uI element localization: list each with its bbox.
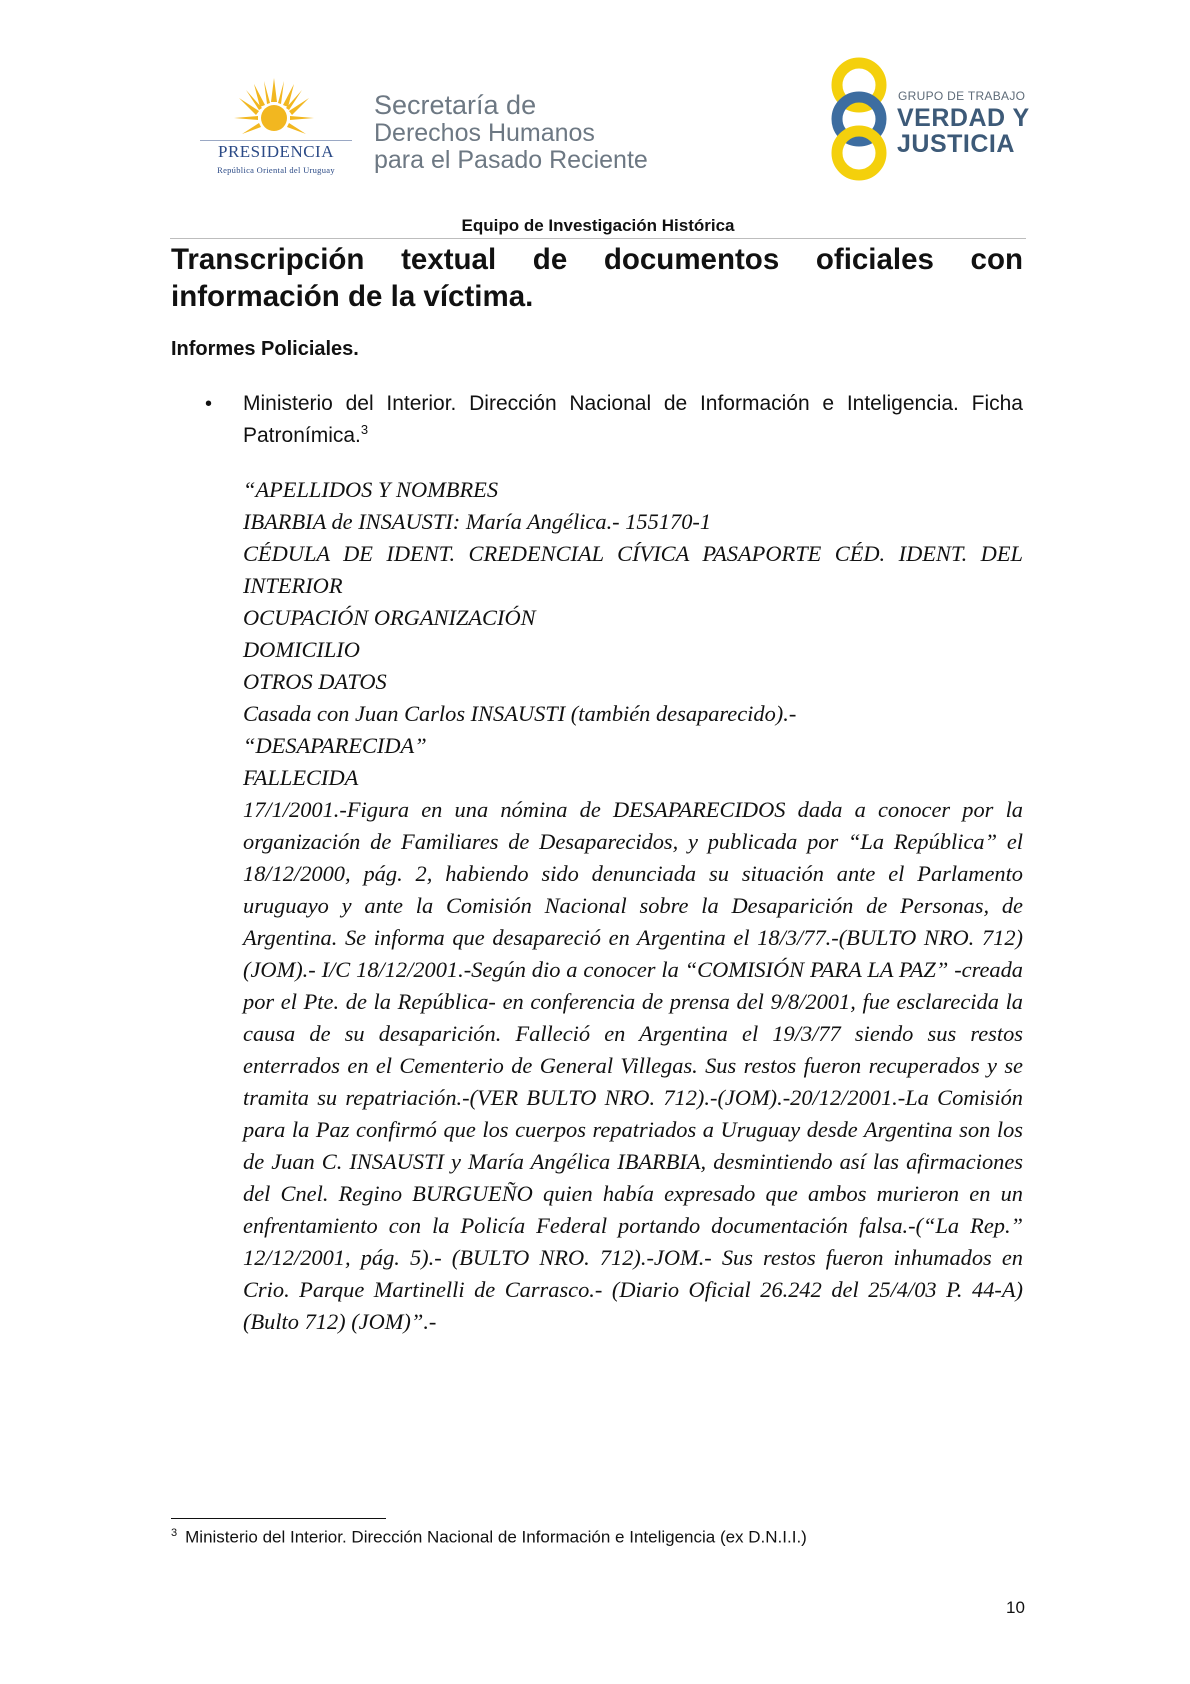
- quote-line: OTROS DATOS: [243, 669, 387, 694]
- footnote-number: 3: [171, 1527, 178, 1539]
- quote-line: IBARBIA de INSAUSTI: María Angélica.- 155170-1: [243, 509, 712, 534]
- secretaria-line-2: Derechos Humanos: [374, 119, 595, 147]
- quote-line: Casada con Juan Carlos INSAUSTI (también desaparecido).-: [243, 701, 797, 726]
- gvj-title-line-1: VERDAD Y: [897, 104, 1030, 132]
- bullet-icon: •: [205, 393, 213, 415]
- bullet-text-body: Ministerio del Interior. Dirección Nacional de Información e Inteligencia. Ficha Patronímica.: [243, 392, 1023, 447]
- presidencia-name: PRESIDENCIA: [217, 142, 334, 161]
- quote-line: FALLECIDA: [243, 765, 359, 790]
- transcription-quote: [243, 474, 1023, 1338]
- footnote: [171, 1527, 807, 1548]
- header-divider: [170, 238, 1026, 239]
- secretaria-line-3: para el Pasado Reciente: [374, 146, 648, 174]
- gvj-title-line-2: JUSTICIA: [897, 130, 1015, 158]
- sun-emblem-icon: [234, 78, 314, 140]
- quote-line: “APELLIDOS Y NOMBRES: [243, 477, 499, 502]
- footnote-divider: [171, 1518, 386, 1519]
- quote-line: OCUPACIÓN ORGANIZACIÓN: [243, 605, 536, 630]
- secretaria-logo: [374, 90, 714, 174]
- verdad-justicia-logo: [823, 57, 1043, 182]
- presidencia-logo: [196, 78, 356, 178]
- section-title: Informes Policiales.: [171, 338, 359, 360]
- gvj-subtitle: GRUPO DE TRABAJO: [898, 89, 1026, 103]
- document-title: Transcripción textual de documentos oficiales con información de la víctima.: [171, 243, 1023, 313]
- footnote-text: Ministerio del Interior. Dirección Nacional de Información e Inteligencia (ex D.N.I.I.): [185, 1527, 807, 1547]
- quote-paragraph: 17/1/2001.-Figura en una nómina de DESAPARECIDOS dada a conocer por la organización de Familiares de Desaparecidos, y publicada por “La República” el 18/12/2000, pág. 2, habiendo sido denunciada su situación ante el Parlamento uruguayo y ante la Comisión Nacional sobre la Desaparición de Personas, de Argentina. Se informa que desapareció en Argentina el 18/3/77.-(BULTO NRO. 712) (JOM).- I/C 18/12/2001.-Según dio a conocer la “COMISIÓN PARA LA PAZ” -creada por el Pte. de la República- en conferencia de prensa del 9/8/2001, fue esclarecida la causa de su desaparición. Falleció en Argentina el 19/3/77 siendo sus restos enterrados en el Cementerio de General Villegas. Sus restos fueron recuperados y se tramita su repatriación.-(VER BULTO NRO. 712).-(JOM).-20/12/2001.-La Comisión para la Paz confirmó que los cuerpos repatriados a Uruguay desde Argentina son los de Juan C. INSAUSTI y María Angélica IBARBIA, desmintiendo así las afirmaciones del Cnel. Regino BURGUEÑO quien había expresado que ambos murieron en un enfrentamiento con la Policía Federal portando documentación falsa.-(“La Rep.” 12/12/2001, pág. 5).- (BULTO NRO. 712).-JOM.- Sus restos fueron inhumados en Crio. Parque Martinelli de Carrasco.- (Diario Oficial 26.242 del 25/4/03 P. 44-A) (Bulto 712) (JOM)”.-: [243, 797, 1023, 1334]
- bullet-text: [243, 388, 1023, 452]
- secretaria-line-1: Secretaría de: [374, 90, 537, 120]
- interlocking-rings-icon: [823, 57, 895, 182]
- page-number: 10: [1006, 1598, 1025, 1617]
- presidencia-divider: [200, 140, 352, 141]
- footnote-reference: 3: [360, 422, 369, 437]
- running-header: Equipo de Investigación Histórica: [461, 216, 735, 235]
- quote-line: CÉDULA DE IDENT. CREDENCIAL CÍVICA PASAPORTE CÉD. IDENT. DEL INTERIOR: [243, 541, 1023, 598]
- quote-line: DOMICILIO: [243, 637, 360, 662]
- presidencia-subtitle: República Oriental del Uruguay: [217, 165, 335, 175]
- quote-line: “DESAPARECIDA”: [243, 733, 427, 758]
